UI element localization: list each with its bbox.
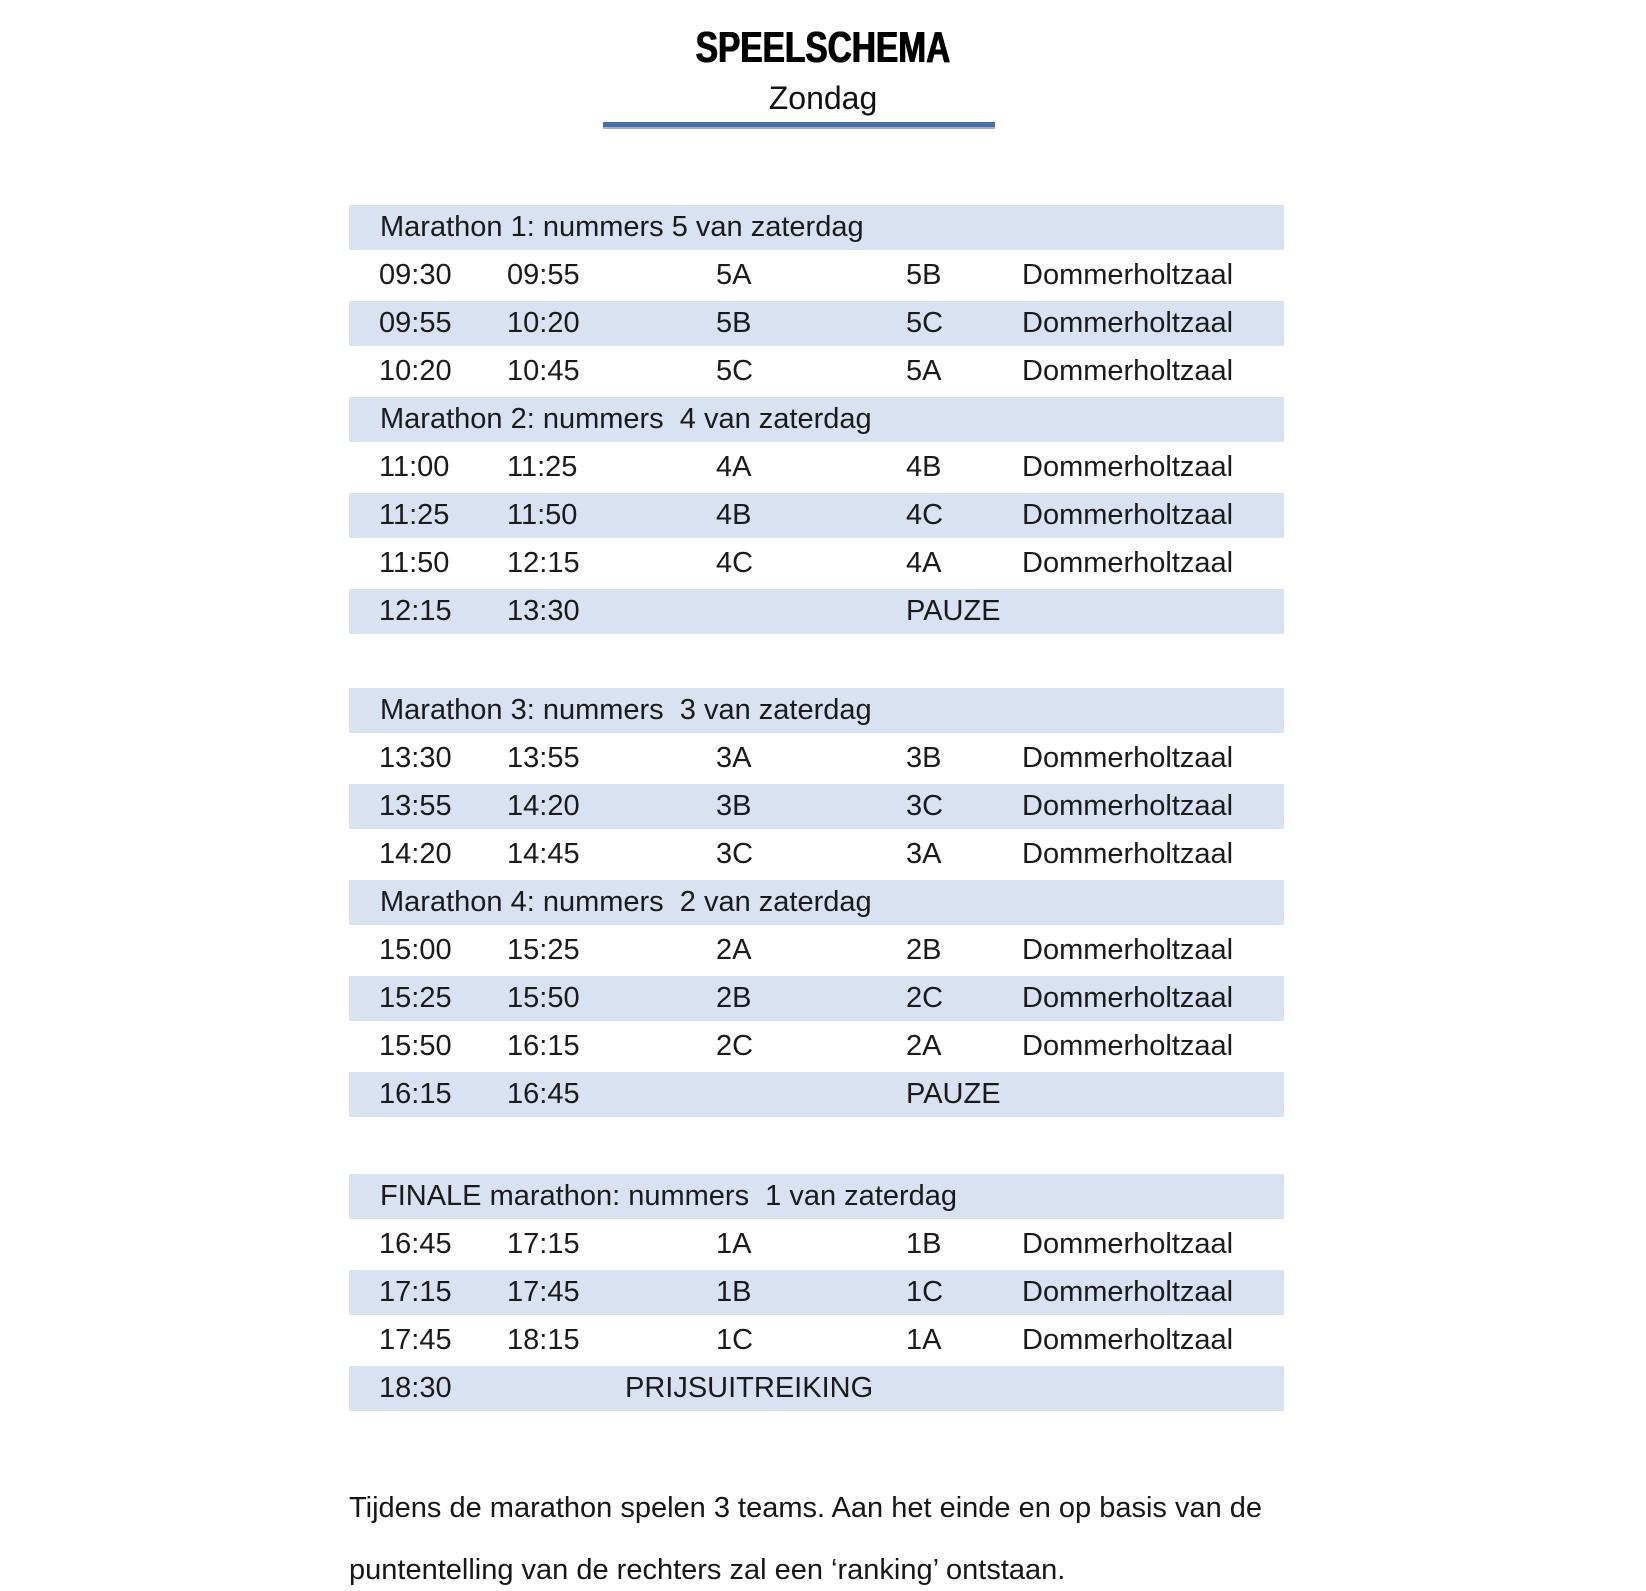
match-row: [349, 1024, 1284, 1072]
venue: Dommerholtzaal: [1022, 355, 1234, 387]
match-row: [349, 1318, 1284, 1366]
team-b: 2C: [906, 982, 944, 1014]
match-row: [349, 784, 1284, 832]
schedule-section: [349, 1174, 1284, 1414]
end-time: 10:20: [507, 307, 580, 339]
team-b: 5B: [906, 259, 942, 291]
team-a: 4C: [716, 547, 754, 579]
team-a: 4B: [716, 499, 752, 531]
venue: Dommerholtzaal: [1022, 259, 1234, 291]
end-time: 13:30: [507, 595, 580, 627]
team-a: 1A: [716, 1228, 752, 1260]
end-time: 11:25: [507, 451, 578, 483]
start-time: 11:00: [379, 451, 450, 483]
end-time: 16:45: [507, 1078, 580, 1110]
end-time: 14:45: [507, 838, 580, 870]
team-a: 2C: [716, 1030, 754, 1062]
start-time: 11:25: [379, 499, 450, 531]
venue: Dommerholtzaal: [1022, 1324, 1234, 1356]
match-row: [349, 445, 1284, 493]
schedule-section: [349, 205, 1284, 637]
section-header-label: Marathon 2: nummers 4 van zaterdag: [380, 403, 872, 435]
start-time: 17:45: [379, 1324, 452, 1356]
team-b: 2B: [906, 934, 942, 966]
schedule-section: [349, 688, 1284, 1120]
team-a: 5A: [716, 259, 752, 291]
end-time: 15:50: [507, 982, 580, 1014]
end-time: 12:15: [507, 547, 580, 579]
start-time: 11:50: [379, 547, 450, 579]
page-subtitle: Zondag: [768, 80, 878, 116]
title-underline: [603, 122, 995, 129]
end-time: 17:15: [507, 1228, 580, 1260]
venue: Dommerholtzaal: [1022, 499, 1234, 531]
section-header-row: [349, 397, 1284, 445]
team-b: 4C: [906, 499, 944, 531]
team-b: 5A: [906, 355, 942, 387]
match-row: [349, 541, 1284, 589]
pause-label: PAUZE: [906, 595, 1001, 627]
venue: Dommerholtzaal: [1022, 790, 1234, 822]
end-time: 09:55: [507, 259, 580, 291]
page-title: SPEELSCHEMA: [695, 23, 951, 72]
team-b: 5C: [906, 307, 944, 339]
team-a: 1C: [716, 1324, 754, 1356]
venue: Dommerholtzaal: [1022, 1228, 1234, 1260]
start-time: 13:30: [379, 742, 452, 774]
section-header-label: Marathon 4: nummers 2 van zaterdag: [380, 886, 872, 918]
section-header-row: [349, 1174, 1284, 1222]
venue: Dommerholtzaal: [1022, 547, 1234, 579]
match-row: [349, 832, 1284, 880]
footer-note: [349, 1477, 1349, 1591]
team-a: 5B: [716, 307, 752, 339]
section-header-row: [349, 880, 1284, 928]
team-a: 3A: [716, 742, 752, 774]
section-header-label: Marathon 3: nummers 3 van zaterdag: [380, 694, 872, 726]
start-time: 16:15: [379, 1078, 452, 1110]
match-row: [349, 493, 1284, 541]
team-b: 4A: [906, 547, 942, 579]
team-b: 1C: [906, 1276, 944, 1308]
team-a: 3B: [716, 790, 752, 822]
venue: Dommerholtzaal: [1022, 451, 1234, 483]
start-time: 10:20: [379, 355, 452, 387]
section-header-row: [349, 688, 1284, 736]
start-time: 17:15: [379, 1276, 452, 1308]
venue: Dommerholtzaal: [1022, 934, 1234, 966]
footer-line-1: Tijdens de marathon spelen 3 teams. Aan het einde en op basis van de: [349, 1492, 1263, 1524]
match-row: [349, 736, 1284, 784]
start-time: 09:55: [379, 307, 452, 339]
team-a: 5C: [716, 355, 754, 387]
footer-line-2: puntentelling van de rechters zal een ‘ranking’ ontstaan.: [349, 1554, 1066, 1586]
end-time: 11:50: [507, 499, 578, 531]
pause-row: [349, 589, 1284, 637]
team-b: 2A: [906, 1030, 942, 1062]
prize-label: PRIJSUITREIKING: [625, 1372, 874, 1404]
end-time: 10:45: [507, 355, 580, 387]
venue: Dommerholtzaal: [1022, 1030, 1234, 1062]
venue: Dommerholtzaal: [1022, 982, 1234, 1014]
team-b: 1A: [906, 1324, 942, 1356]
team-b: 3C: [906, 790, 944, 822]
venue: Dommerholtzaal: [1022, 1276, 1234, 1308]
team-a: 1B: [716, 1276, 752, 1308]
team-a: 2A: [716, 934, 752, 966]
end-time: 14:20: [507, 790, 580, 822]
start-time: 15:50: [379, 1030, 452, 1062]
start-time: 15:00: [379, 934, 452, 966]
venue: Dommerholtzaal: [1022, 838, 1234, 870]
prize-row: [349, 1366, 1284, 1414]
venue: Dommerholtzaal: [1022, 742, 1234, 774]
match-row: [349, 349, 1284, 397]
section-header-row: [349, 205, 1284, 253]
match-row: [349, 253, 1284, 301]
start-time: 14:20: [379, 838, 452, 870]
team-a: 2B: [716, 982, 752, 1014]
start-time: 09:30: [379, 259, 452, 291]
section-header-label: Marathon 1: nummers 5 van zaterdag: [380, 211, 864, 243]
section-header-label: FINALE marathon: nummers 1 van zaterdag: [380, 1180, 958, 1212]
pause-label: PAUZE: [906, 1078, 1001, 1110]
team-b: 3A: [906, 838, 942, 870]
match-row: [349, 301, 1284, 349]
team-a: 4A: [716, 451, 752, 483]
end-time: 17:45: [507, 1276, 580, 1308]
end-time: 18:15: [507, 1324, 580, 1356]
start-time: 18:30: [379, 1372, 452, 1404]
team-b: 4B: [906, 451, 942, 483]
start-time: 16:45: [379, 1228, 452, 1260]
team-b: 3B: [906, 742, 942, 774]
end-time: 13:55: [507, 742, 580, 774]
team-b: 1B: [906, 1228, 942, 1260]
pause-row: [349, 1072, 1284, 1120]
team-a: 3C: [716, 838, 754, 870]
start-time: 13:55: [379, 790, 452, 822]
match-row: [349, 928, 1284, 976]
end-time: 15:25: [507, 934, 580, 966]
end-time: 16:15: [507, 1030, 580, 1062]
start-time: 15:25: [379, 982, 452, 1014]
match-row: [349, 1270, 1284, 1318]
match-row: [349, 976, 1284, 1024]
match-row: [349, 1222, 1284, 1270]
venue: Dommerholtzaal: [1022, 307, 1234, 339]
start-time: 12:15: [379, 595, 452, 627]
